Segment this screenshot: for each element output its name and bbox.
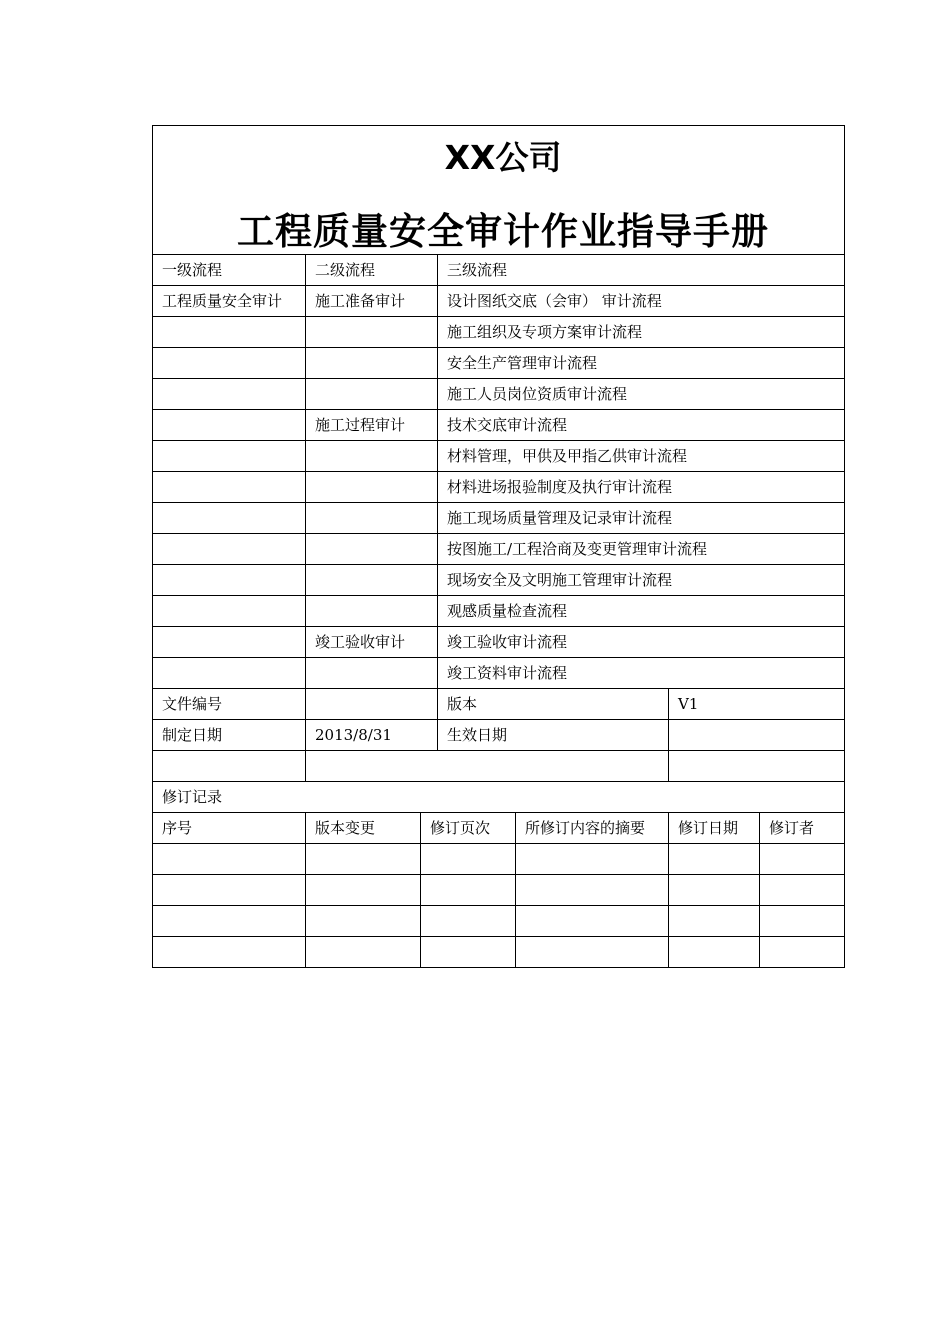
level3-cell: 观感质量检查流程 (438, 596, 845, 627)
rev-header-version-change: 版本变更 (306, 813, 421, 844)
level2-cell (306, 317, 438, 348)
revision-cell (760, 844, 845, 875)
revision-row (153, 875, 845, 906)
title-cell (153, 126, 845, 255)
level1-cell (153, 596, 306, 627)
level2-cell (306, 441, 438, 472)
company-title: XX公司 (444, 138, 562, 177)
revision-cell (669, 906, 760, 937)
level3-cell: 竣工资料审计流程 (438, 658, 845, 689)
revision-cell (421, 875, 516, 906)
level1-cell (153, 627, 306, 658)
rev-header-no: 序号 (153, 813, 306, 844)
blank-cell (306, 751, 669, 782)
revision-row (153, 937, 845, 968)
level3-cell: 施工组织及专项方案审计流程 (438, 317, 845, 348)
revision-cell (306, 937, 421, 968)
process-header-row (153, 255, 845, 286)
level3-cell: 施工现场质量管理及记录审计流程 (438, 503, 845, 534)
level2-cell (306, 565, 438, 596)
header-level3: 三级流程 (438, 255, 845, 286)
revision-row (153, 844, 845, 875)
level1-cell (153, 317, 306, 348)
revision-cell (421, 906, 516, 937)
revision-cell (516, 906, 669, 937)
level1-cell (153, 565, 306, 596)
process-row (153, 534, 845, 565)
revision-cell (669, 875, 760, 906)
process-row (153, 596, 845, 627)
level2-cell (306, 658, 438, 689)
level2-cell (306, 472, 438, 503)
level3-cell: 设计图纸交底（会审） 审计流程 (438, 286, 845, 317)
header-level2: 二级流程 (306, 255, 438, 286)
level1-cell: 工程质量安全审计 (153, 286, 306, 317)
blank-info-row (153, 751, 845, 782)
effective-date-value (669, 720, 845, 751)
level1-cell (153, 503, 306, 534)
version-label: 版本 (438, 689, 669, 720)
blank-cell (153, 751, 306, 782)
rev-header-author: 修订者 (760, 813, 845, 844)
level1-cell (153, 410, 306, 441)
effective-date-label: 生效日期 (438, 720, 669, 751)
revision-cell (306, 875, 421, 906)
level2-cell: 施工过程审计 (306, 410, 438, 441)
level3-cell: 材料管理，甲供及甲指乙供审计流程 (438, 441, 845, 472)
process-row (153, 410, 845, 441)
revision-row (153, 906, 845, 937)
revision-cell (760, 937, 845, 968)
manual-title: 工程质量安全审计作业指导手册 (237, 210, 770, 253)
form-table (152, 125, 845, 968)
file-no-label: 文件编号 (153, 689, 306, 720)
level2-cell: 竣工验收审计 (306, 627, 438, 658)
revision-cell (153, 906, 306, 937)
level1-cell (153, 379, 306, 410)
revision-cell (421, 844, 516, 875)
level1-cell (153, 441, 306, 472)
revision-header-row (153, 813, 845, 844)
revision-cell (153, 875, 306, 906)
level2-cell (306, 379, 438, 410)
revision-cell (760, 875, 845, 906)
revision-cell (153, 844, 306, 875)
revision-cell (669, 844, 760, 875)
header-level1: 一级流程 (153, 255, 306, 286)
process-rows (153, 286, 845, 689)
process-row (153, 348, 845, 379)
process-row (153, 658, 845, 689)
revision-cell (669, 937, 760, 968)
revision-cell (306, 906, 421, 937)
document-sheet (152, 125, 844, 968)
level2-cell (306, 534, 438, 565)
level3-cell: 现场安全及文明施工管理审计流程 (438, 565, 845, 596)
process-row (153, 472, 845, 503)
revision-cell (306, 844, 421, 875)
level2-cell: 施工准备审计 (306, 286, 438, 317)
level3-cell: 施工人员岗位资质审计流程 (438, 379, 845, 410)
file-info-row (153, 689, 845, 720)
process-row (153, 441, 845, 472)
version-value: V1 (669, 689, 845, 720)
date-info-row (153, 720, 845, 751)
blank-cell (669, 751, 845, 782)
process-row (153, 503, 845, 534)
file-no-value (306, 689, 438, 720)
level1-cell (153, 348, 306, 379)
revision-title: 修订记录 (153, 782, 845, 813)
level1-cell (153, 658, 306, 689)
revision-cell (516, 875, 669, 906)
revision-title-row (153, 782, 845, 813)
level3-cell: 按图施工/工程洽商及变更管理审计流程 (438, 534, 845, 565)
level3-cell: 材料进场报验制度及执行审计流程 (438, 472, 845, 503)
made-date-value: 2013/8/31 (306, 720, 438, 751)
level1-cell (153, 472, 306, 503)
process-row (153, 286, 845, 317)
process-row (153, 379, 845, 410)
revision-cell (516, 937, 669, 968)
revision-cell (760, 906, 845, 937)
rev-header-summary: 所修订内容的摘要 (516, 813, 669, 844)
made-date-label: 制定日期 (153, 720, 306, 751)
revision-cell (516, 844, 669, 875)
process-row (153, 565, 845, 596)
revision-rows (153, 844, 845, 968)
level3-cell: 竣工验收审计流程 (438, 627, 845, 658)
revision-cell (421, 937, 516, 968)
level2-cell (306, 348, 438, 379)
rev-header-date: 修订日期 (669, 813, 760, 844)
rev-header-pages: 修订页次 (421, 813, 516, 844)
level1-cell (153, 534, 306, 565)
level2-cell (306, 503, 438, 534)
revision-cell (153, 937, 306, 968)
level3-cell: 安全生产管理审计流程 (438, 348, 845, 379)
level2-cell (306, 596, 438, 627)
process-row (153, 627, 845, 658)
process-row (153, 317, 845, 348)
level3-cell: 技术交底审计流程 (438, 410, 845, 441)
